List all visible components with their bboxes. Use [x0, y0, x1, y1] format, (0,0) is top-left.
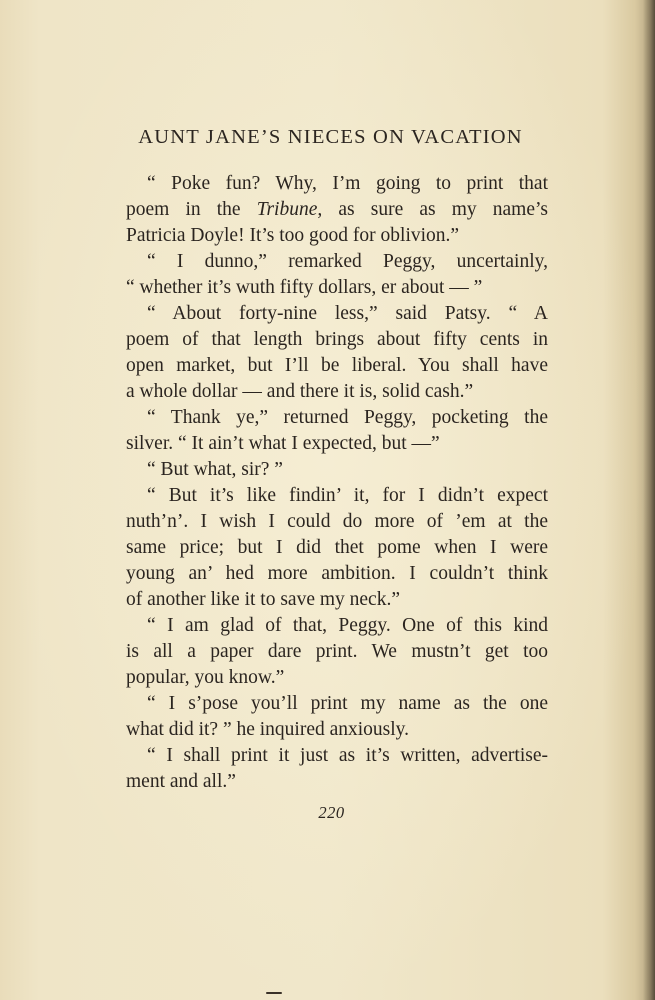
body-text: [126, 171, 548, 795]
text-line: “ Poke fun? Why, I’m going to print that: [147, 173, 548, 194]
text-fragment: poem in the: [126, 199, 257, 220]
text-line: “ whether it’s wuth fifty dollars, er about — ”: [126, 277, 483, 298]
text-line: “ I am glad of that, Peggy. One of this kind: [147, 615, 548, 636]
italic-title-tribune: Tribune,: [256, 199, 323, 220]
page-edge-shadow: [643, 0, 655, 1000]
text-line: poem of that length brings about fifty cents in: [126, 329, 548, 350]
running-head: AUNT JANE’S NIECES ON VACATION: [138, 126, 523, 148]
text-line: young an’ hed more ambition. I couldn’t think: [126, 563, 548, 584]
paragraph: [126, 483, 548, 613]
text-line: of another like it to save my neck.”: [126, 589, 400, 610]
paragraph: [126, 613, 548, 691]
text-line: is all a paper dare print. We mustn’t get too: [126, 641, 548, 662]
text-fragment: as sure as my name’s: [322, 199, 548, 220]
text-line: same price; but I did thet pome when I were: [126, 537, 548, 558]
text-line: “ But it’s like findin’ it, for I didn’t expect: [147, 485, 548, 506]
text-line: nuth’n’. I wish I could do more of ’em at the: [126, 511, 548, 532]
paragraph: [126, 691, 548, 743]
text-line: popular, you know.”: [126, 667, 285, 688]
text-line: “ I dunno,” remarked Peggy, uncertainly,: [147, 251, 548, 272]
paragraph: [126, 743, 548, 795]
page-number: 220: [318, 803, 345, 822]
paragraph: [126, 171, 548, 249]
paragraph: [126, 405, 548, 457]
text-line: open market, but I’ll be liberal. You shall have: [126, 355, 548, 376]
paragraph: [126, 301, 548, 405]
paragraph: [126, 249, 548, 301]
text-line: “ I s’pose you’ll print my name as the one: [147, 693, 548, 714]
text-line: “ About forty-nine less,” said Patsy. “ A: [147, 303, 548, 324]
text-line: “ I shall print it just as it’s written, advertise-: [147, 745, 548, 766]
text-line: what did it? ” he inquired anxiously.: [126, 719, 410, 740]
text-line: silver. “ It ain’t what I expected, but —”: [126, 433, 440, 454]
text-line: ment and all.”: [126, 771, 236, 792]
text-line: “ Thank ye,” returned Peggy, pocketing the: [147, 407, 548, 428]
text-line: Patricia Doyle! It’s too good for oblivion.”: [126, 225, 460, 246]
ink-speck: [266, 992, 282, 994]
paragraph: [126, 457, 548, 483]
text-line: a whole dollar — and there it is, solid cash.”: [126, 381, 474, 402]
text-line: [126, 197, 548, 223]
text-line: “ But what, sir? ”: [147, 459, 283, 480]
